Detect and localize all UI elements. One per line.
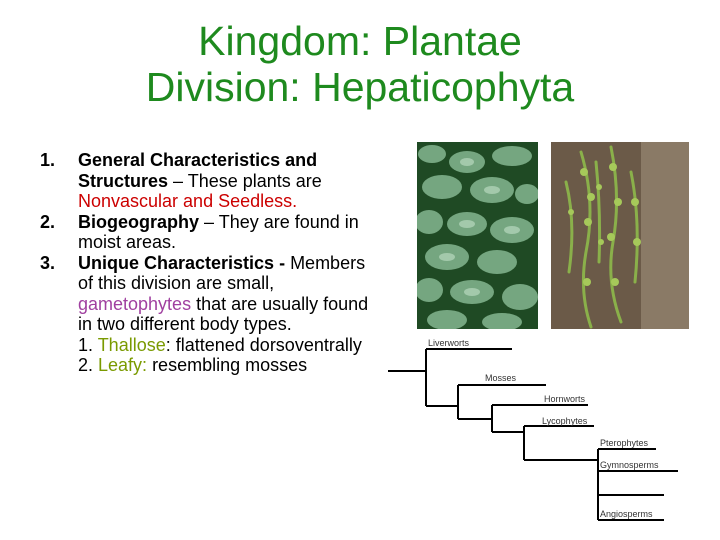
sub-number: 1. xyxy=(78,334,98,355)
item-text: Members of this division are small, xyxy=(78,252,366,293)
sub-text: : flattened dorsoventrally xyxy=(165,334,362,355)
item-heading: General Characteristics and Structures xyxy=(78,150,318,191)
sub-item-thallose xyxy=(78,335,375,356)
title-line-division: Division: Hepaticophyta xyxy=(145,64,575,110)
list-item-general xyxy=(40,150,375,212)
sub-text: resembling mosses xyxy=(147,355,308,375)
characteristics-list xyxy=(40,150,375,376)
item-heading: Biogeography xyxy=(78,211,200,232)
sub-number: 2. xyxy=(78,355,99,375)
item-text: that are usually found in two different body types. xyxy=(78,293,369,334)
label-hornworts: Hornworts xyxy=(544,394,586,404)
plant-cladogram xyxy=(388,335,688,525)
list-number: 2. xyxy=(40,211,56,232)
title-line-kingdom: Kingdom: Plantae xyxy=(198,18,522,64)
thallose-liverwort-photo xyxy=(417,142,538,329)
sub-item-leafy xyxy=(78,355,375,376)
list-item-unique xyxy=(40,253,375,376)
label-gymnosperms: Gymnosperms xyxy=(600,460,659,470)
list-item-biogeography xyxy=(40,212,375,253)
leafy-liverwort-photo xyxy=(551,142,689,329)
label-mosses: Mosses xyxy=(485,373,517,383)
label-pterophytes: Pterophytes xyxy=(600,438,649,448)
item-text: – They are found in moist areas. xyxy=(78,211,359,252)
label-liverworts: Liverworts xyxy=(428,338,470,348)
label-lycophytes: Lycophytes xyxy=(542,416,588,426)
list-number: 3. xyxy=(40,252,56,273)
slide-title xyxy=(0,18,720,110)
item-heading: Unique Characteristics - xyxy=(78,252,291,273)
list-number: 1. xyxy=(40,150,56,170)
item-text: – These plants are xyxy=(168,170,322,191)
label-angiosperms: Angiosperms xyxy=(600,509,653,519)
thallose-term: Thallose xyxy=(97,334,166,355)
leafy-term: Leafy: xyxy=(98,355,148,375)
nonvascular-highlight: Nonvascular and Seedless. xyxy=(78,191,298,211)
gametophytes-highlight: gametophytes xyxy=(78,293,192,314)
